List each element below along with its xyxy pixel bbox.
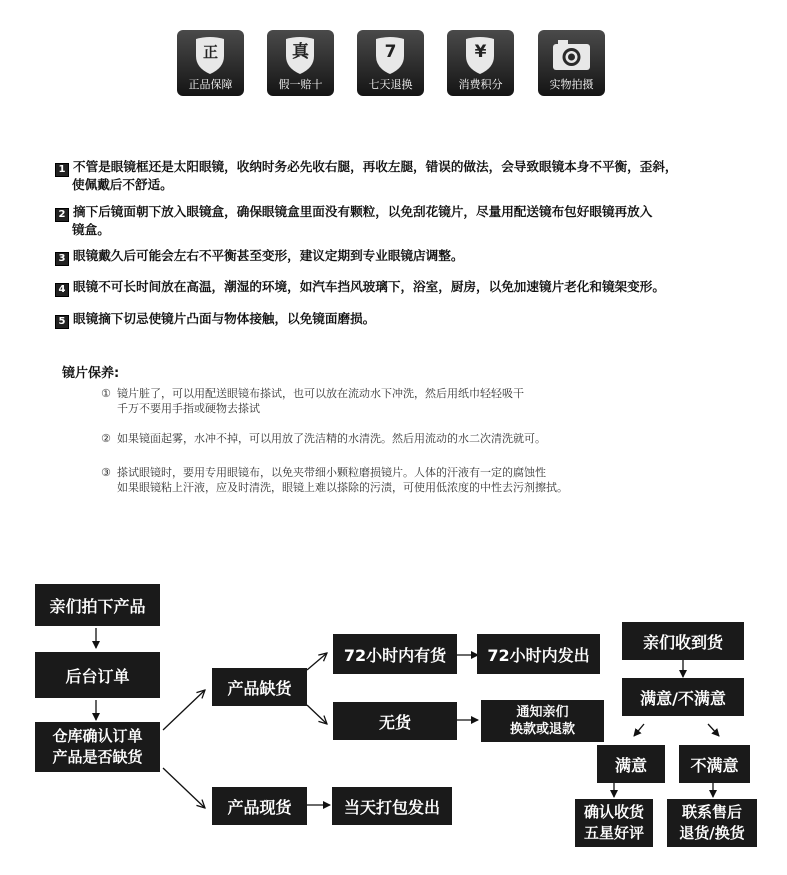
flow-goods-received: 亲们收到货 <box>622 622 744 660</box>
note-text: 摘下后镜面朝下放入眼镜盒，确保眼镜盒里面没有颗粒，以免刮花镜片，尽量用配送镜布包好眼镜再放入 <box>73 204 653 219</box>
arrow-judge-to-satisfied <box>634 724 644 736</box>
badge-points-glyph: ¥ <box>474 42 487 62</box>
arrow-shortage-to-none <box>307 705 327 724</box>
care-mark: ① <box>101 387 111 400</box>
lens-care-title: 镜片保养: <box>62 366 120 381</box>
flow-confirm-receipt-line1: 确认收货 <box>583 803 644 821</box>
flow-backend-order: 后台订单 <box>35 652 160 698</box>
note-text: 眼镜戴久后可能会左右不平衡甚至变形，建议定期到专业眼镜店调整。 <box>73 248 464 263</box>
badge-seven-label: 七天退换 <box>368 78 413 91</box>
flow-contact-line1: 联系售后 <box>681 803 742 821</box>
flow-in-stock: 产品现货 <box>212 787 307 825</box>
flow-contact-line2: 退货/换货 <box>679 824 745 842</box>
arrow-judge-to-unsatisfied <box>708 724 719 736</box>
note-number: 2 <box>55 208 69 222</box>
care-mark: ③ <box>101 466 111 479</box>
note-text: 不管是眼镜框还是太阳眼镜，收纳时务必先收右腿，再收左腿，错误的做法，会导致眼镜本身不平衡，歪斜， <box>73 159 678 174</box>
flow-satisfied: 满意 <box>597 745 665 783</box>
badge-genuine-glyph: 正 <box>202 43 218 61</box>
badge-seven-glyph: 7 <box>384 42 397 62</box>
care-text: 镜片脏了，可以用配送眼镜布搽试，也可以放在流动水下冲洗，然后用纸巾轻轻吸干 <box>117 387 524 400</box>
flow-contact-aftersale <box>667 799 757 847</box>
note-text-continued: 镜盒。 <box>72 222 110 237</box>
arrow-confirm-to-shortage <box>163 690 205 730</box>
note-number: 5 <box>55 315 69 329</box>
flow-no-stock: 无货 <box>333 702 457 740</box>
note-text: 眼镜不可长时间放在高温，潮湿的环境，如汽车挡风玻璃下，浴室，厨房，以免加速镜片老化和镜架变形。 <box>73 279 665 294</box>
care-text: 如果镜面起雾，水冲不掉，可以用放了洗洁精的水清洗。然后用流动的水二次清洗就可。 <box>117 432 546 445</box>
flow-ship-72h: 72小时内发出 <box>477 634 600 674</box>
flow-in-stock-72h: 72小时内有货 <box>333 634 457 674</box>
flow-satisfied-or-not: 满意/不满意 <box>622 678 744 716</box>
flow-notify-line1: 通知亲们 <box>516 705 569 720</box>
flow-notify-customer <box>481 700 604 742</box>
flow-confirm-receipt-line2: 五星好评 <box>583 824 644 842</box>
arrow-confirm-to-instock <box>163 768 205 808</box>
flow-warehouse-confirm-line1: 仓库确认订单 <box>52 727 143 745</box>
flow-buy-product: 亲们拍下产品 <box>35 584 160 626</box>
care-text-continued: 如果眼镜粘上汗液，应及时清洗，眼镜上难以搽除的污渍，可使用低浓度的中性去污剂擦拭。 <box>117 481 568 494</box>
flow-out-of-stock: 产品缺货 <box>212 668 307 706</box>
care-mark: ② <box>101 432 111 445</box>
flow-warehouse-confirm <box>35 722 160 772</box>
care-text: 搽试眼镜时，要用专用眼镜布，以免夹带细小颗粒磨损镜片。人体的汗液有一定的腐蚀性 <box>117 466 546 479</box>
note-text: 眼镜摘下切忌使镜片凸面与物体接触，以免镜面磨损。 <box>73 311 376 326</box>
badge-fake-glyph: 真 <box>292 42 309 62</box>
flow-notify-line2: 换款或退款 <box>509 722 575 737</box>
note-number: 3 <box>55 252 69 266</box>
note-number: 4 <box>55 283 69 297</box>
flow-same-day-ship: 当天打包发出 <box>332 787 452 825</box>
badge-genuine-label: 正品保障 <box>188 78 233 91</box>
flow-confirm-receipt <box>575 799 653 847</box>
arrow-shortage-to-72 <box>307 653 327 670</box>
badge-photos-label: 实物拍摄 <box>549 78 594 91</box>
badge-points-label: 消费积分 <box>458 78 503 91</box>
flow-warehouse-confirm-line2: 产品是否缺货 <box>52 748 143 766</box>
note-text-continued: 使佩戴后不舒适。 <box>72 177 173 192</box>
badge-fake-label: 假一赔十 <box>278 78 323 91</box>
care-text-continued: 千万不要用手指或硬物去搽试 <box>117 402 260 415</box>
note-number: 1 <box>55 163 69 177</box>
flow-unsatisfied: 不满意 <box>679 745 750 783</box>
